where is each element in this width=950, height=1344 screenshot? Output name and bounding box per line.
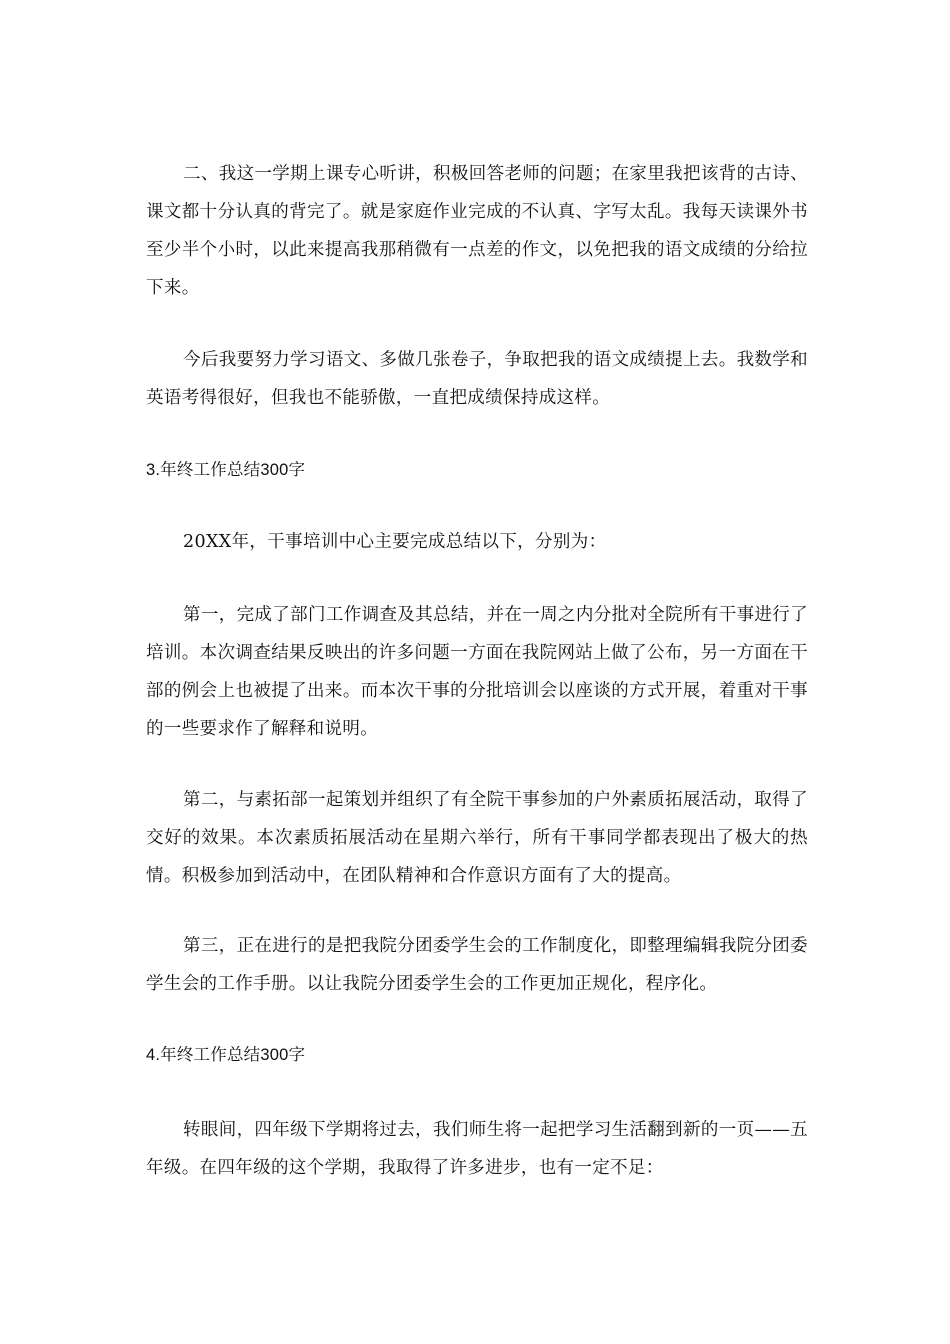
paragraph-future-plans: 今后我要努力学习语文、多做几张卷子，争取把我的语文成绩提上去。我数学和英语考得很好，但我也不能骄傲，一直把成绩保持成这样。	[146, 350, 808, 408]
section-heading-4: 4.年终工作总结300字	[146, 1046, 306, 1064]
section-heading-3: 3.年终工作总结300字	[146, 461, 306, 479]
paragraph-third-item: 第三，正在进行的是把我院分团委学生会的工作制度化，即整理编辑我院分团委学生会的工作手册。以让我院分团委学生会的工作更加正规化，程序化。	[146, 936, 808, 994]
paragraph-training-intro: 20XX年，干事培训中心主要完成总结以下，分别为：	[183, 532, 607, 552]
paragraph-second-item: 第二，与素拓部一起策划并组织了有全院干事参加的户外素质拓展活动，取得了交好的效果。本次素质拓展活动在星期六举行，所有干事同学都表现出了极大的热情。积极参加到活动中，在团队精神和合作意识方面有了大的提高。	[146, 790, 808, 886]
paragraph-first-item: 第一，完成了部门工作调查及其总结，并在一周之内分批对全院所有干事进行了培训。本次调查结果反映出的许多问题一方面在我院网站上做了公布，另一方面在干部的例会上也被提了出来。而本次干事的分批培训会以座谈的方式开展，着重对干事的一些要求作了解释和说明。	[146, 605, 808, 739]
paragraph-study-habits: 二、我这一学期上课专心听讲，积极回答老师的问题；在家里我把该背的古诗、课文都十分认真的背完了。就是家庭作业完成的不认真、字写太乱。我每天读课外书至少半个小时，以此来提高我那稍微有一点差的作文，以免把我的语文成绩的分给拉下来。	[146, 164, 808, 298]
paragraph-grade-four: 转眼间，四年级下学期将过去，我们师生将一起把学习生活翻到新的一页——五年级。在四年级的这个学期，我取得了许多进步，也有一定不足：	[146, 1120, 808, 1178]
